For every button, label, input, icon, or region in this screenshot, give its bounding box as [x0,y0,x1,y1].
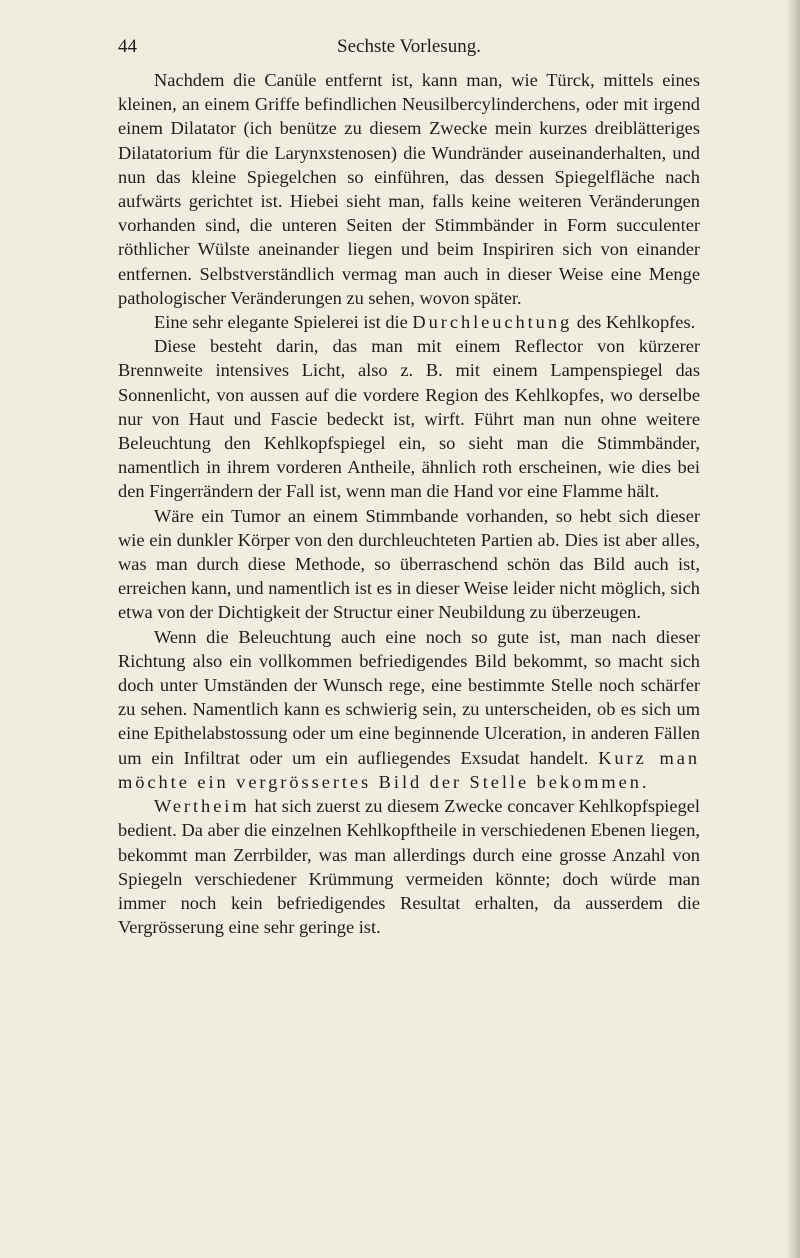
paragraph-wertheim [118,794,700,939]
paragraph-durchleuchtung [118,310,700,334]
paragraph-text: Nachdem die Canüle entfernt ist, kann man, wie Türck, mittels eines kleinen, an einem Griffe befindlichen Neusilbercylinderchens, oder mit irgend einem Dilatator (ich benütze zu diesem Zwecke mein kurzes dreiblätteriges Dilatatorium für die Larynxstenosen) die Wundränder auseinanderhalten, und nun das kleine Spiegelchen so einführen, das dessen Spiegelfläche nach aufwärts gerichtet ist. Hiebei sieht man, falls keine weiteren Veränderungen vorhanden sind, die unteren Seiten der Stimmbänder in Form succulenter röthlicher Wülste aneinander liegen und beim Inspiriren sich von einander entfernen. Selbstverständlich vermag man auch in dieser Weise eine Menge pathologischer Veränderungen zu sehen, wovon später. [118,70,700,308]
paragraph-text: Wenn die Beleuchtung auch eine noch so gute ist, man nach dieser Richtung also ein vollkommen befriedigendes Bild bekommt, so macht sich doch unter Umständen der Wunsch rege, eine bestimmte Stelle noch schärfer zu sehen. Namentlich kann es schwierig sein, zu unterscheiden, ob es sich um eine Epithelabstossung oder um eine beginnende Ulceration, in anderen Fällen um ein Infiltrat oder um ein aufliegendes Exsudat handelt. [118,626,700,768]
paragraph-text: hat sich zuerst zu diesem Zwecke concaver Kehlkopfspiegel bedient. Da aber die einzelnen Kehlkopftheile in verschiedenen Ebenen liegen, bekommt man Zerrbilder, was man allerdings durch eine grosse Anzahl von Spiegeln verschiedener Krümmung vermeiden könnte; doch würde man immer noch kein befriedigendes Resultat erhalten, da ausserdem die Vergrösserung eine sehr geringe ist. [118,796,700,938]
spaced-emphasis: Durchleuchtung [412,312,573,333]
spaced-emphasis: Kurz man möchte ein vergrössertes Bild der Stelle bekommen. [118,747,700,792]
spaced-emphasis: Wertheim [154,796,250,817]
running-header [118,33,700,61]
paragraph-beleuchtung [118,625,700,794]
page-number: 44 [118,36,137,57]
body-text [118,68,700,939]
chapter-title: Sechste Vorlesung. [337,36,481,57]
paragraph-text: Eine sehr elegante Spielerei ist die [154,312,413,333]
paragraph-canuele [118,68,700,310]
page-edge-shadow [786,0,800,1258]
paragraph-tumor [118,504,700,625]
paragraph-text: Wäre ein Tumor an einem Stimmbande vorhanden, so hebt sich dieser wie ein dunkler Körper von den durchleuchteten Partien ab. Dies ist aber alles, was man durch diese Methode, so überraschend schön das Bild auch ist, erreichen kann, und namentlich ist es in dieser Weise leider nicht möglich, sich etwa von der Dichtigkeit der Structur einer Neubildung zu überzeugen. [118,505,700,623]
paragraph-reflector [118,334,700,503]
paragraph-text: Diese besteht darin, das man mit einem Reflector von kürzerer Brennweite intensives Licht, also z. B. mit einem Lampenspiegel das Sonnenlicht, von aussen auf die vordere Region des Kehlkopfes, wo derselbe nur von Haut und Fascie bedeckt ist, wirft. Führt man nun ohne weitere Beleuchtung den Kehlkopfspiegel ein, so sieht man die Stimmbänder, namentlich in ihrem vorderen Antheile, ähnlich roth erscheinen, wie dies bei den Fingerrändern der Fall ist, wenn man die Hand vor eine Flamme hält. [118,336,700,502]
paragraph-text: des Kehlkopfes. [572,312,696,333]
